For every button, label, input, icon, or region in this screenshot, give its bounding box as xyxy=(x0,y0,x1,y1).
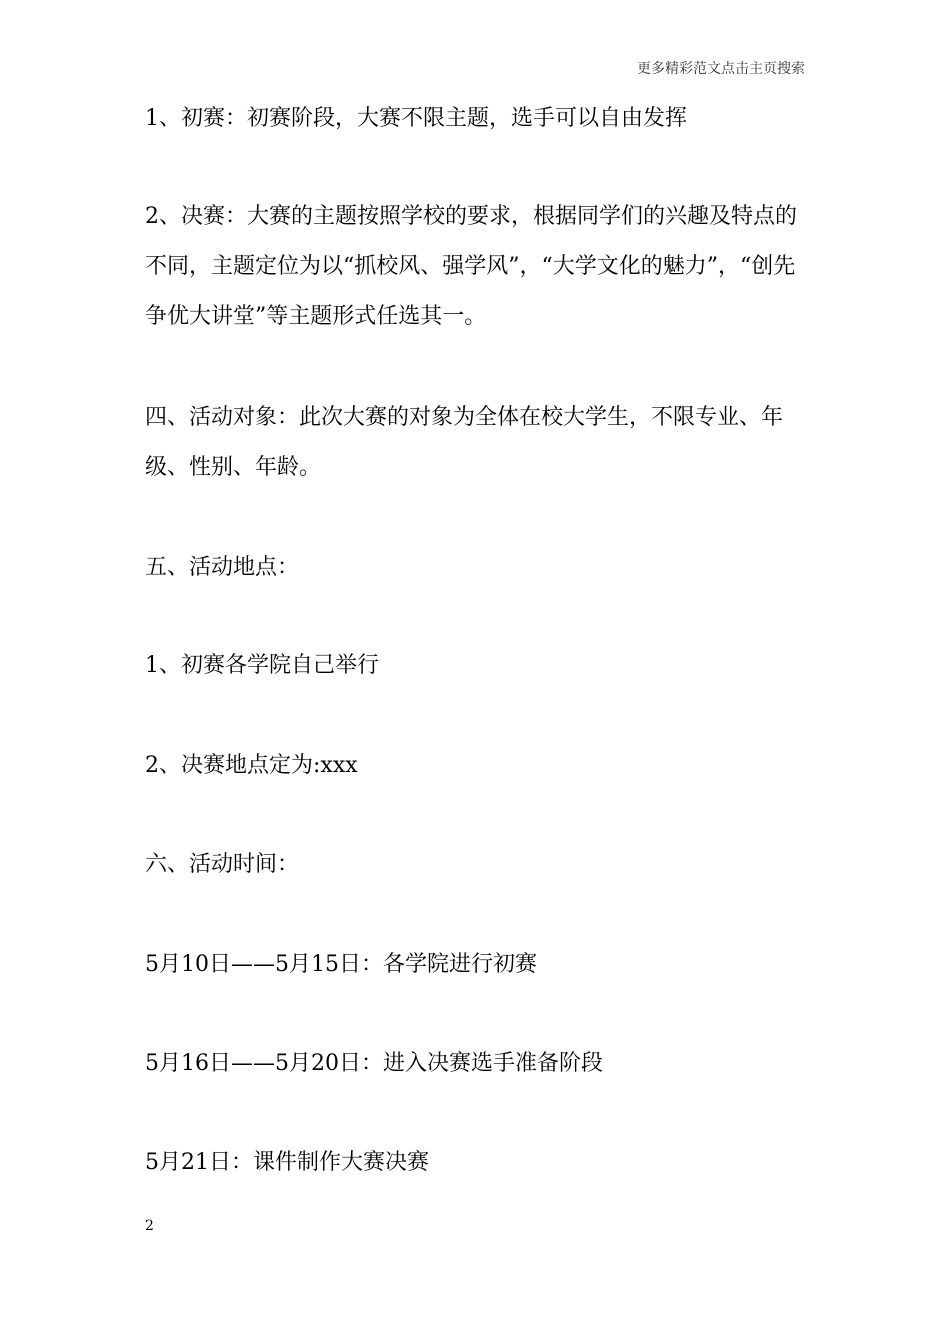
page-number: 2 xyxy=(145,1218,154,1234)
paragraph-final-location: 2、决赛地点定为:xxx xyxy=(145,753,358,778)
paragraph-participants: 四、活动对象：此次大赛的对象为全体在校大学生，不限专业、年级、性别、年龄。 xyxy=(145,405,784,480)
paragraph-preliminary-location: 1、初赛各学院自己举行 xyxy=(145,653,379,678)
heading-time: 六、活动时间： xyxy=(145,852,300,877)
schedule-item-preliminary: 5月10日——5月15日：各学院进行初赛 xyxy=(145,952,537,977)
schedule-item-final: 5月21日：课件制作大赛决赛 xyxy=(145,1150,429,1175)
heading-location: 五、活动地点： xyxy=(145,555,300,580)
paragraph-final-theme: 2、决赛：大赛的主题按照学校的要求，根据同学们的兴趣及特点的不同，主题定位为以“抓校风、强学风”，“大学文化的魅力”，“创先争优大讲堂”等主题形式任选其一。 xyxy=(145,204,797,329)
paragraph-preliminary: 1、初赛：初赛阶段，大赛不限主题，选手可以自由发挥 xyxy=(145,106,687,131)
schedule-item-preparation: 5月16日——5月20日：进入决赛选手准备阶段 xyxy=(145,1051,603,1076)
header-note: 更多精彩范文点击主页搜索 xyxy=(637,61,805,77)
